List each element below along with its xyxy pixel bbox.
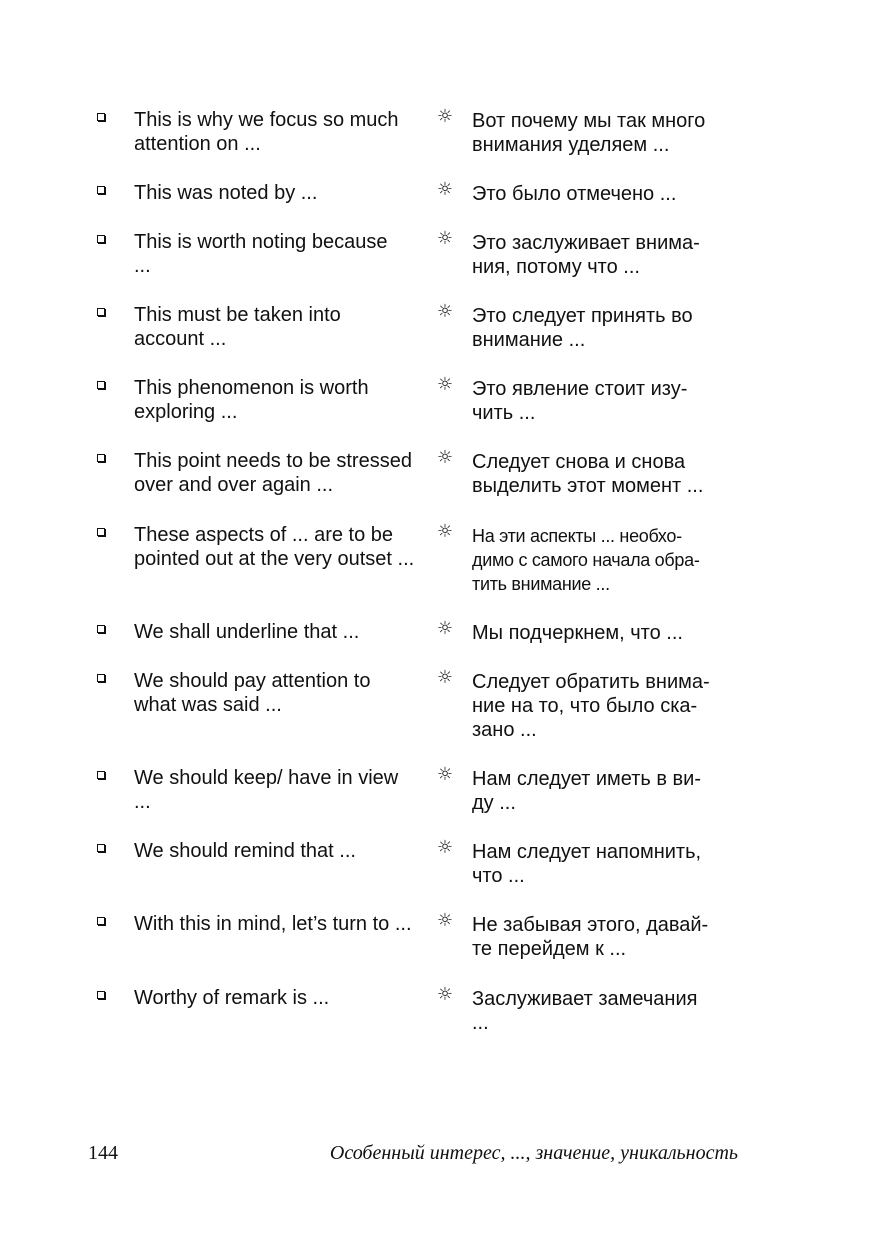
page-number: 144 [88,1142,118,1164]
english-phrase: We should pay attention to what was said ... [134,670,371,716]
english-phrase: These aspects of ... are to be pointed out at the very outset ... [134,524,415,570]
english-phrase: This point needs to be stressed over and over again ... [134,450,412,496]
english-phrase: We should remind that ... [134,840,356,862]
russian-translation: Это явление стоит изу- чить ... [472,378,688,424]
sun-icon: ☼ [436,447,454,468]
square-bullet-icon [97,625,105,633]
square-bullet-icon [97,113,105,121]
russian-translation: Это было отмечено ... [472,183,677,205]
sun-icon: ☼ [436,618,454,639]
russian-translation: Следует обратить внима- ние на то, что было ска- зано ... [472,671,710,741]
sun-icon: ☼ [436,667,454,688]
sun-icon: ☼ [436,106,454,127]
square-bullet-icon [97,674,105,682]
english-phrase: This was noted by ... [134,182,318,204]
english-phrase: With this in mind, let’s turn to ... [134,913,412,935]
russian-translation: Вот почему мы так много внимания уделяем ... [472,110,706,156]
russian-translation: Нам следует иметь в ви- ду ... [472,768,702,814]
square-bullet-icon [97,771,105,779]
russian-translation: Нам следует напомнить, что ... [472,841,702,887]
english-phrase: This is why we focus so much attention on ... [134,109,399,155]
sun-icon: ☼ [436,910,454,931]
sun-icon: ☼ [436,521,454,542]
sun-icon: ☼ [436,179,454,200]
russian-translation: Это заслуживает внима- ния, потому что ... [472,232,700,278]
sun-icon: ☼ [436,764,454,785]
russian-translation: Следует снова и снова выделить этот момент ... [472,451,704,497]
sun-icon: ☼ [436,228,454,249]
russian-translation: Мы подчеркнем, что ... [472,622,683,644]
square-bullet-icon [97,186,105,194]
english-phrase: This phenomenon is worth exploring ... [134,377,369,423]
running-title: Особенный интерес, ..., значение, уникальность [329,1142,738,1164]
english-phrase: We should keep/ have in view ... [134,767,399,813]
square-bullet-icon [97,844,105,852]
sun-icon: ☼ [436,984,454,1005]
english-phrase: Worthy of remark is ... [134,987,330,1009]
square-bullet-icon [97,235,105,243]
sun-icon: ☼ [436,374,454,395]
russian-translation: Это следует принять во внимание ... [472,305,693,351]
russian-translation: Заслуживает замечания ... [472,988,698,1034]
square-bullet-icon [97,991,105,999]
sun-icon: ☼ [436,301,454,322]
square-bullet-icon [97,454,105,462]
russian-translation: Не забывая этого, давай- те перейдем к ... [472,914,709,960]
sun-icon: ☼ [436,837,454,858]
square-bullet-icon [97,308,105,316]
square-bullet-icon [97,528,105,536]
russian-translation: На эти аспекты ... необхо- димо с самого начала обра- тить внимание ... [472,526,700,594]
english-phrase: We shall underline that ... [134,621,360,643]
english-phrase: This must be taken into account ... [134,304,341,350]
square-bullet-icon [97,917,105,925]
english-phrase: This is worth noting because ... [134,231,388,277]
square-bullet-icon [97,381,105,389]
